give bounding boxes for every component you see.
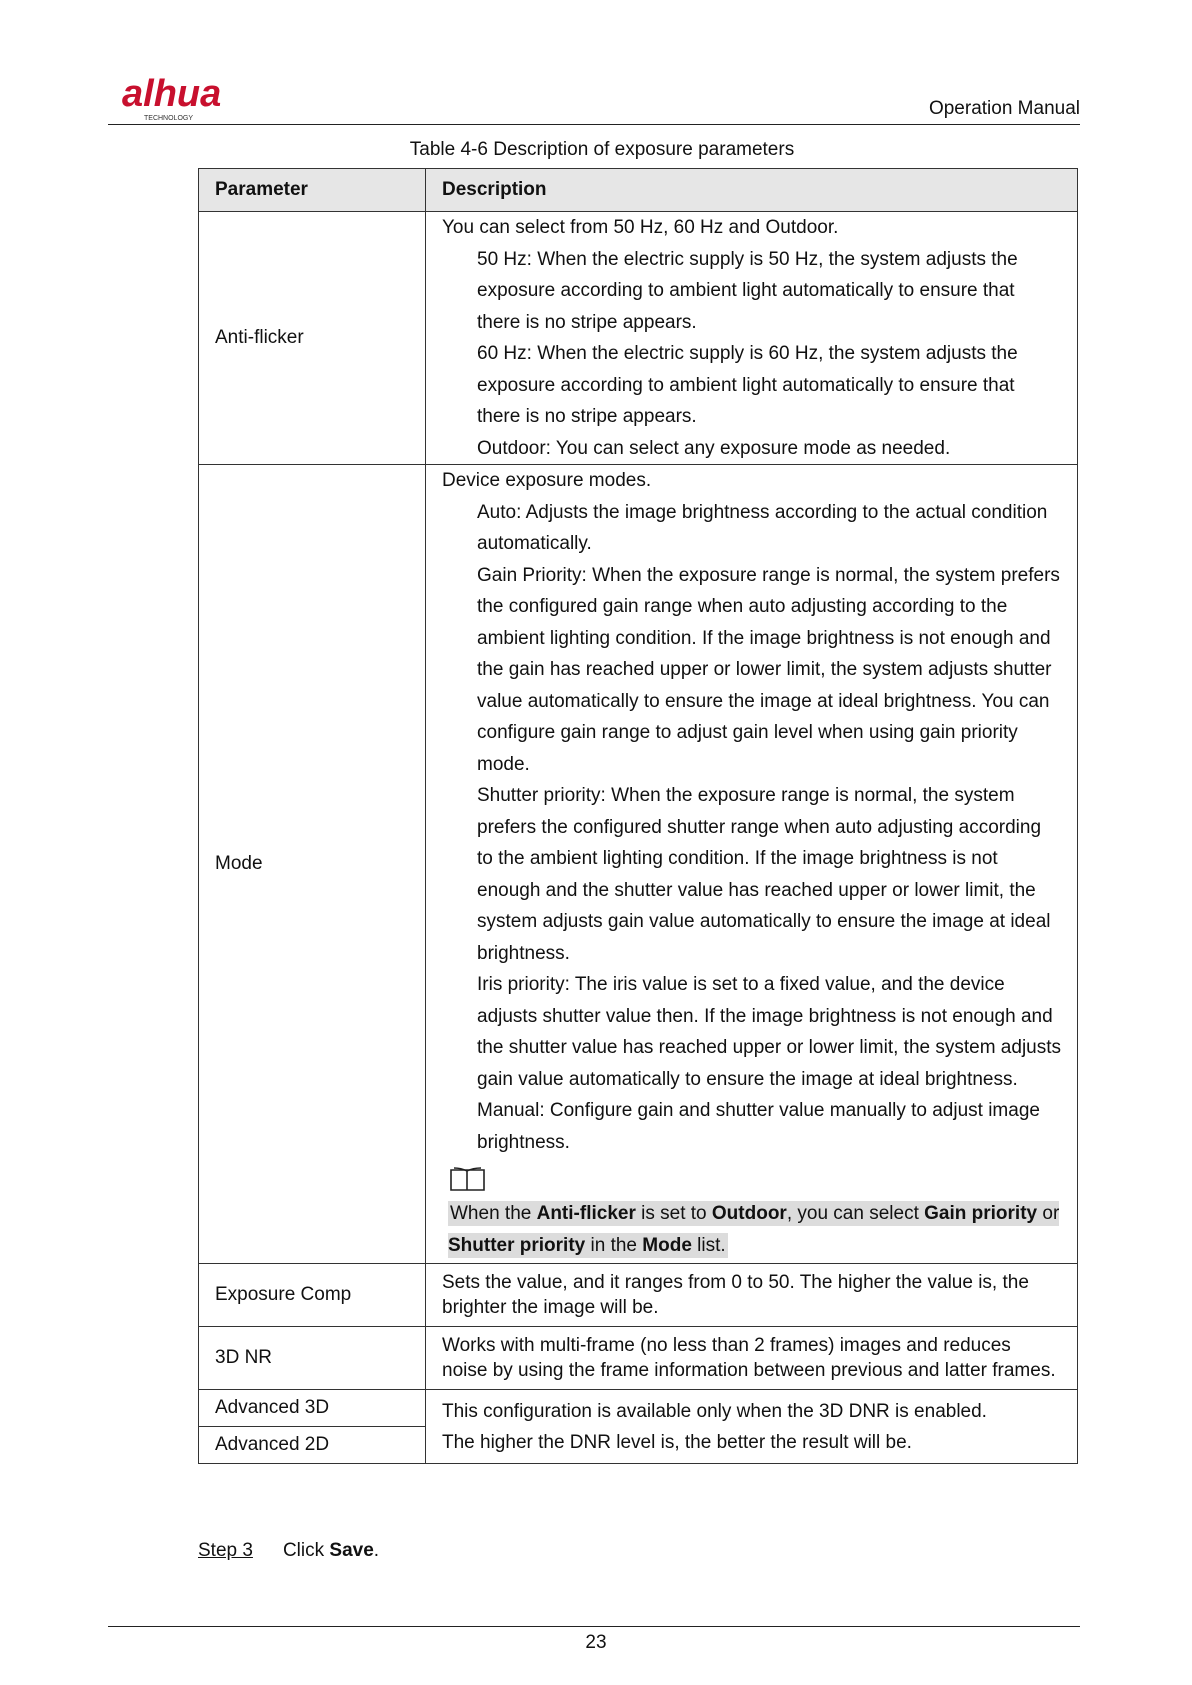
step-label: Step 3 [198,1540,253,1561]
desc-item: Auto: Adjusts the image brightness according to the actual condition automatically. [477,501,1048,554]
table-header-row [199,169,1078,212]
desc-item: Gain Priority: When the exposure range is normal, the system prefers the configured gain range when auto adjusting according to the ambient lighting condition. If the image brightness is not enough and the gain has reached upper or lower limit, the system adjusts shutter value automatically to ensure the image at ideal brightness. You can configure gain range to adjust gain level when using gain priority mode. [477,564,1060,775]
desc-item: 60 Hz: When the electric supply is 60 Hz, the system adjusts the exposure according to ambient light automatically to ensure that there is no stripe appears. [477,343,1018,427]
param-advanced-2d: Advanced 2D [199,1427,426,1464]
desc-item: 50 Hz: When the electric supply is 50 Hz, the system adjusts the exposure according to ambient light automatically to ensure that there is no stripe appears. [477,248,1018,333]
note-bold-outdoor: Outdoor [711,1203,787,1224]
desc-item: Manual: Configure gain and shutter value manually to adjust image brightness. [477,1100,1040,1153]
desc-exposure-comp: Sets the value, and it ranges from 0 to 50. The higher the value is, the brighter the image will be. [426,1264,1078,1327]
note-bold-gain-priority: Gain priority [924,1203,1038,1224]
param-exposure-comp: Exposure Comp [199,1264,426,1327]
step-bold-save: Save [329,1540,374,1561]
exposure-parameters-table [198,168,1078,1464]
dahua-logo [120,70,260,126]
desc-advanced-line-1: This configuration is available only when the 3D DNR is enabled. [442,1400,987,1422]
note-bold-mode: Mode [642,1234,692,1256]
desc-item: Outdoor: You can select any exposure mode as needed. [477,437,951,459]
table-row-mode [199,465,1078,1264]
desc-3d-nr: Works with multi-frame (no less than 2 frames) images and reduces noise by using the frame information between previous and latter frames. [426,1327,1078,1390]
table-row-anti-flicker [199,212,1078,465]
table-row-3d-nr [199,1327,1078,1390]
book-icon [448,1166,488,1194]
table-row-advanced-3d [199,1390,1078,1427]
desc-advanced-line-2: The higher the DNR level is, the better the result will be. [442,1431,912,1453]
param-anti-flicker: Anti-flicker [199,212,426,465]
desc-item: Shutter priority: When the exposure range is normal, the system prefers the configured shutter range when auto adjusting according to the ambient lighting condition. If the image brightness is not enough and the shutter value has reached upper or lower limit, the system adjusts gain value automatically to ensure the image at ideal brightness. [477,785,1051,964]
header-rule [108,124,1080,125]
note-text: When the Anti-flicker is set to Outdoor, you can select Gain priority or Shutter priority in the Mode list. [448,1203,1060,1256]
step-3: Step 3 Click Save. [198,1540,380,1561]
logo-text: alhua [122,73,222,115]
note-bold-shutter-priority: Shutter priority [448,1234,586,1256]
desc-mode [426,465,1078,1264]
param-3d-nr: 3D NR [199,1327,426,1390]
header-parameter: Parameter [199,169,426,212]
step-text: Click [282,1540,330,1561]
footer-rule [108,1626,1080,1627]
page-number: 23 [585,1632,607,1653]
logo-subtext: TECHNOLOGY [144,115,194,122]
desc-anti-flicker [426,212,1078,465]
desc-advanced [426,1390,1078,1464]
desc-intro: Device exposure modes. [442,470,652,491]
desc-intro: You can select from 50 Hz, 60 Hz and Outdoor. [442,217,839,238]
table-caption: Table 4-6 Description of exposure parameters [409,139,795,160]
header-title: Operation Manual [928,98,1080,119]
desc-item: Iris priority: The iris value is set to a fixed value, and the device adjusts shutter value then. If the image brightness is not enough and the shutter value has reached upper or lower limit, the system adjusts gain value automatically to ensure the image at ideal brightness. [477,974,1062,1090]
param-advanced-3d: Advanced 3D [199,1390,426,1427]
note-bold-anti-flicker: Anti-flicker [536,1203,636,1224]
header-description: Description [426,169,1078,212]
table-row-exposure-comp [199,1264,1078,1327]
param-mode: Mode [199,465,426,1264]
